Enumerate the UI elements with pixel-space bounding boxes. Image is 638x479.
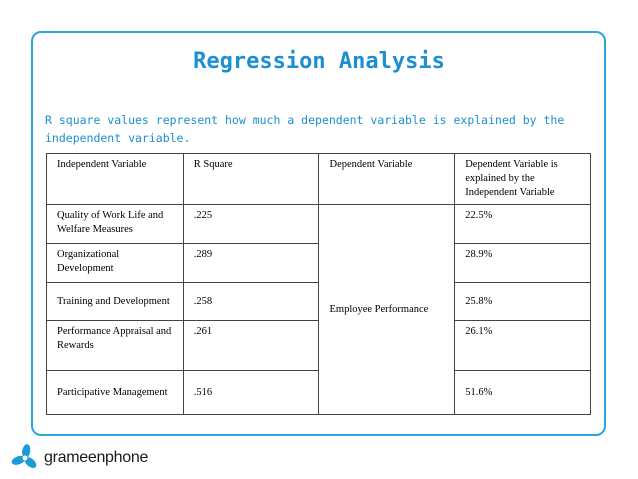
cell-independent: Quality of Work Life and Welfare Measures [47, 205, 184, 244]
cell-r-square: .516 [183, 371, 319, 415]
slide-title: Regression Analysis [193, 49, 445, 74]
cell-explained: 51.6% [455, 371, 591, 415]
table-row [47, 205, 591, 244]
table-header-row [47, 154, 591, 205]
cell-r-square: .258 [183, 283, 319, 321]
cell-r-square: .225 [183, 205, 319, 244]
grameenphone-logo [10, 443, 148, 473]
header-independent-variable: Independent Variable [47, 154, 184, 205]
cell-r-square: .261 [183, 321, 319, 371]
cell-dependent-variable: Employee Performance [319, 205, 455, 415]
cell-independent: Training and Development [47, 283, 184, 321]
table-row [47, 321, 591, 371]
table-row [47, 244, 591, 283]
table-row [47, 371, 591, 415]
cell-explained: 25.8% [455, 283, 591, 321]
telenor-propeller-icon [10, 443, 40, 473]
cell-r-square: .289 [183, 244, 319, 283]
header-dependent-variable: Dependent Variable [319, 154, 455, 205]
cell-explained: 28.9% [455, 244, 591, 283]
header-explained: Dependent Variable is explained by the Independent Variable [455, 154, 591, 205]
cell-independent: Participative Management [47, 371, 184, 415]
cell-independent: Organizational Development [47, 244, 184, 283]
slide-subtitle: R square values represent how much a dependent variable is explained by the independent variable. [45, 113, 565, 145]
cell-independent: Performance Appraisal and Rewards [47, 321, 184, 371]
cell-explained: 26.1% [455, 321, 591, 371]
logo-text: grameenphone [44, 449, 149, 466]
cell-explained: 22.5% [455, 205, 591, 244]
header-r-square: R Square [183, 154, 319, 205]
table-row [47, 283, 591, 321]
regression-table [46, 153, 591, 415]
